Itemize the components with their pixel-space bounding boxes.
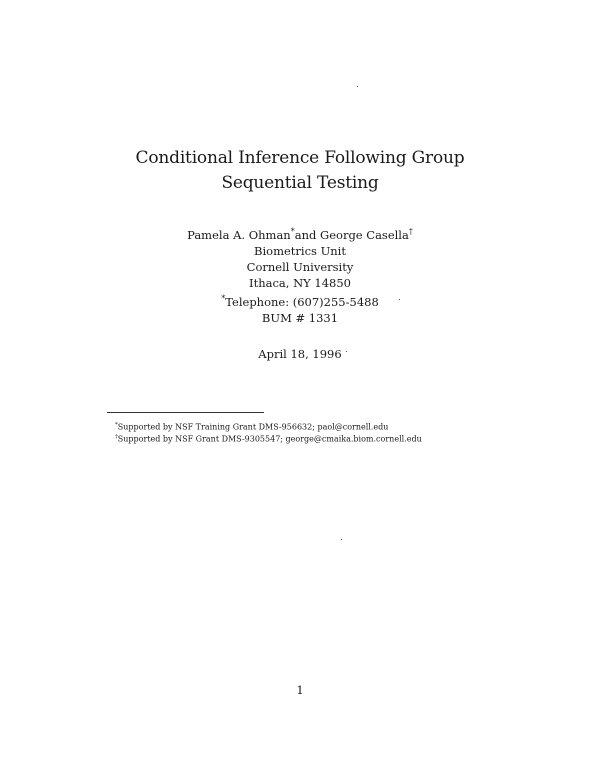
author-block xyxy=(0,224,600,326)
author-2: and George Casella xyxy=(294,227,409,242)
scan-speck xyxy=(399,299,400,300)
paper-date: April 18, 1996 xyxy=(258,347,342,361)
authors-line xyxy=(0,224,600,243)
phone-mark: * xyxy=(221,293,226,303)
footnote-2-mark: † xyxy=(115,434,118,440)
paper-title xyxy=(0,146,600,196)
scan-speck xyxy=(357,86,358,87)
footnote-1-mark: * xyxy=(115,422,118,428)
scan-speck xyxy=(346,351,347,352)
bum-number: BUM # 1331 xyxy=(261,310,339,325)
title-line-1: Conditional Inference Following Group xyxy=(135,148,465,168)
phone-number: Telephone: (607)255-5488 xyxy=(225,294,379,309)
author-2-mark: † xyxy=(408,227,413,236)
affiliation-city: Ithaca, NY 14850 xyxy=(249,275,351,290)
page-number: 1 xyxy=(296,683,304,697)
phone-line xyxy=(0,291,600,310)
footnote-2-text: Supported by NSF Grant DMS-9305547; george@cmaika.biom.cornell.edu xyxy=(117,434,422,444)
author-1: Pamela A. Ohman xyxy=(187,227,291,242)
footnote-1-text: Supported by NSF Training Grant DMS-956632; paol@cornell.edu xyxy=(117,422,389,432)
author-1-mark: * xyxy=(290,227,295,236)
footnote-2 xyxy=(115,431,422,446)
scan-speck xyxy=(341,539,342,540)
affiliation-unit: Biometrics Unit xyxy=(254,243,346,258)
affiliation-university: Cornell University xyxy=(246,259,354,274)
footnote-rule xyxy=(107,412,264,413)
title-line-2: Sequential Testing xyxy=(221,173,379,193)
